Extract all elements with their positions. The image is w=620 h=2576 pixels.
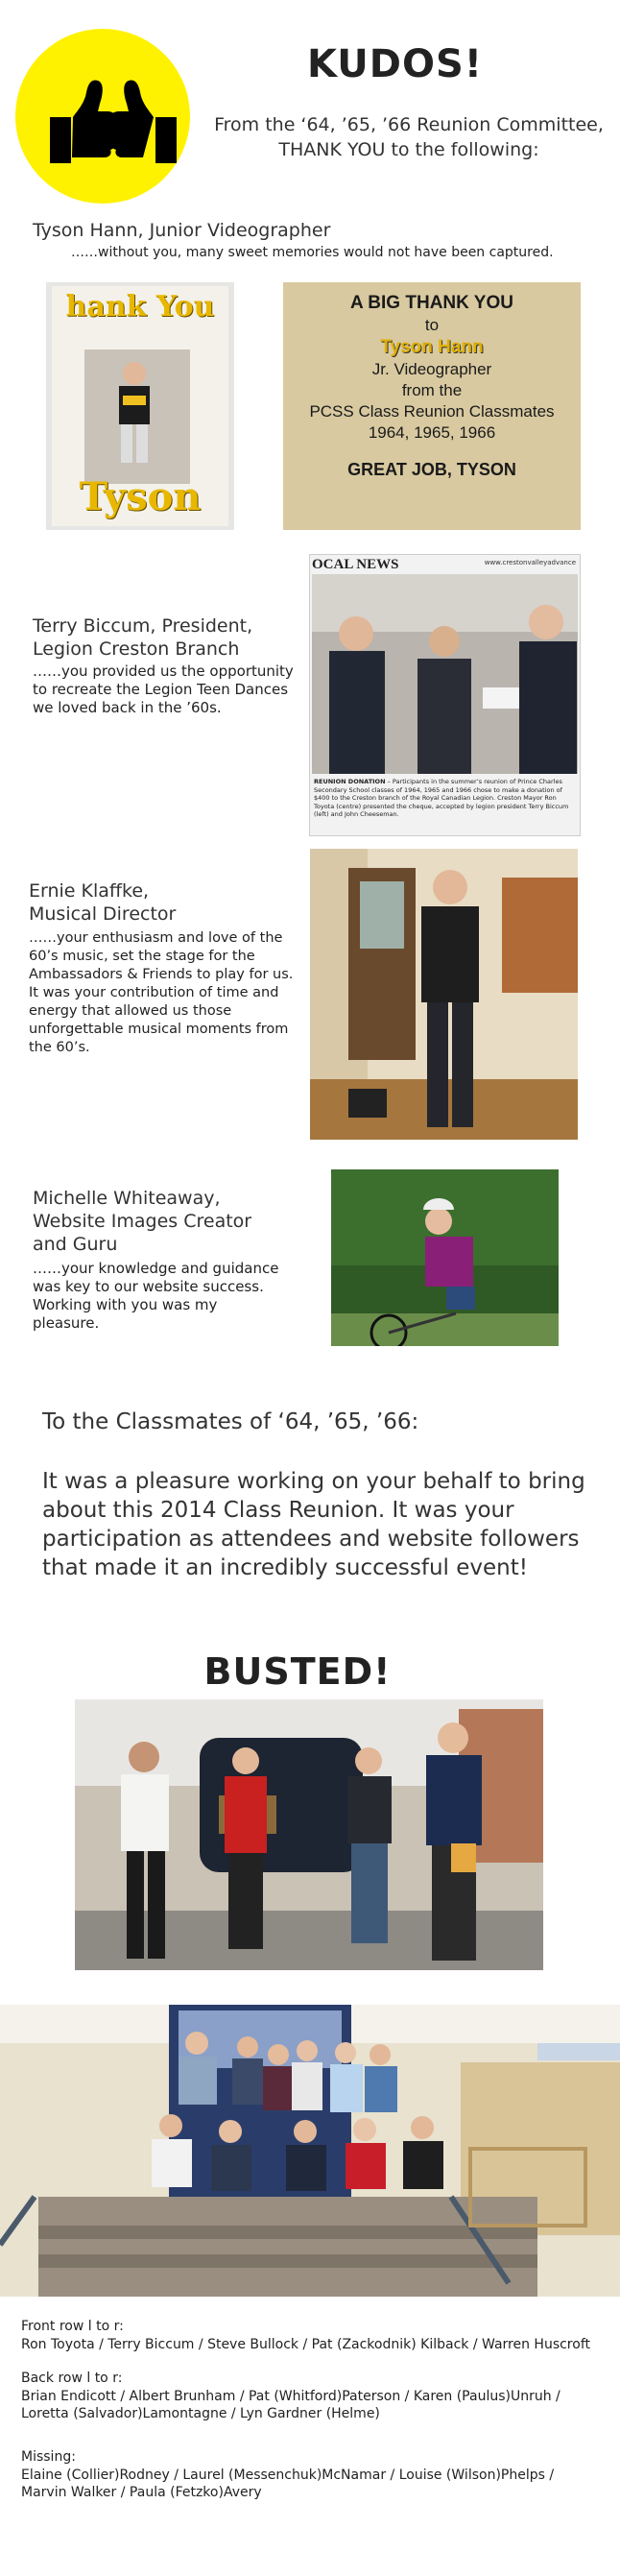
- front-row-label: Front row l to r:: [21, 2319, 124, 2334]
- michelle-name-line2: Website Images Creator: [33, 1211, 252, 1232]
- plaque-line-6: PCSS Class Reunion Classmates: [309, 402, 555, 421]
- classmates-body: It was a pleasure working on your behalf to bring about this 2014 Class Reunion. It was your participation as attendees and website followers that made it an incredibly successful event!: [42, 1469, 585, 1580]
- thumbs-up-badge: [15, 29, 190, 204]
- card-bottom-text: Tyson: [79, 474, 202, 519]
- header-subtitle-line2: THANK YOU to the following:: [278, 139, 539, 160]
- busted-group-photo: [75, 1699, 543, 1970]
- ernie-message: ……your enthusiasm and love of the 60’s music, set the stage for the Ambassadors & Friends to play for us. It was your contribution of time and energy that allowed us those unforgettable musical moments from the 60’s.: [29, 930, 294, 1055]
- michelle-cycling-photo: [331, 1169, 559, 1346]
- tyson-message: ……without you, many sweet memories would not have been captured.: [71, 245, 554, 260]
- ernie-name-line2: Musical Director: [29, 903, 177, 925]
- header-subtitle-line1: From the ‘64, ’65, ’66 Reunion Committee,: [214, 114, 604, 135]
- busted-title: BUSTED!: [203, 1650, 392, 1693]
- thumbs-up-icon: [15, 29, 190, 204]
- news-caption-head: REUNION DONATION: [314, 778, 386, 785]
- page-title: KUDOS!: [307, 42, 484, 86]
- plaque-line-5: from the: [401, 381, 463, 399]
- front-row-names: Ron Toyota / Terry Biccum / Steve Bullock / Pat (Zackodnik) Kilback / Warren Huscroft: [21, 2337, 590, 2352]
- thank-you-plaque-photo: [283, 282, 581, 530]
- plaque-line-7: 1964, 1965, 1966: [368, 423, 496, 442]
- thank-you-card-photo: [46, 282, 234, 530]
- plaque-line-8: GREAT JOB, TYSON: [347, 460, 516, 479]
- back-row-names: Brian Endicott / Albert Brunham / Pat (Whitford)Paterson / Karen (Paulus)Unruh / Loretta (Salvador)Lamontagne / Lyn Gardner (Helme): [21, 2389, 560, 2421]
- plaque-line-3: Tyson Hann: [380, 337, 484, 357]
- newspaper-clipping-photo: [309, 554, 581, 836]
- plaque-line-4: Jr. Videographer: [371, 360, 492, 378]
- news-header: OCAL NEWS: [312, 557, 399, 572]
- news-site: www.crestonvalleyadvance: [484, 559, 576, 566]
- plaque-line-2: to: [424, 316, 440, 334]
- ernie-name-line1: Ernie Klaffke,: [29, 880, 150, 902]
- plaque-line-1: A BIG THANK YOU: [350, 293, 513, 313]
- tyson-name: Tyson Hann, Junior Videographer: [33, 220, 331, 241]
- terry-name-line2: Legion Creston Branch: [33, 638, 240, 660]
- card-top-text: hank You: [65, 290, 215, 324]
- classmates-heading: To the Classmates of ‘64, ’65, ’66:: [42, 1409, 419, 1434]
- michelle-name-line3: and Guru: [33, 1234, 118, 1255]
- missing-names: Elaine (Collier)Rodney / Laurel (Messenchuk)McNamar / Louise (Wilson)Phelps / Marvin Walker / Paula (Fetzko)Avery: [21, 2468, 555, 2500]
- terry-name-line1: Terry Biccum, President,: [33, 615, 253, 637]
- michelle-message: ……your knowledge and guidance was key to our website success. Working with you was my pleasure.: [33, 1260, 279, 1332]
- missing-label: Missing:: [21, 2449, 76, 2465]
- michelle-name-line1: Michelle Whiteaway,: [33, 1188, 221, 1209]
- terry-message: ……you provided us the opportunity to recreate the Legion Teen Dances we loved back in the ’60s.: [33, 662, 294, 716]
- reunion-group-photo: [0, 2005, 620, 2297]
- news-caption: – Participants in the summer’s reunion of Prince Charles Secondary School classes of 1964, 1965 and 1966 chose to make a donation of $400 to the Creston branch of the Royal Canadian Legion. Creston Mayor Ron Toyota (centre) presented the cheque, accepted by legion president Terry Biccum (left) and John Cheeseman.: [314, 778, 569, 818]
- ernie-photo: [310, 849, 578, 1140]
- back-row-label: Back row l to r:: [21, 2371, 123, 2386]
